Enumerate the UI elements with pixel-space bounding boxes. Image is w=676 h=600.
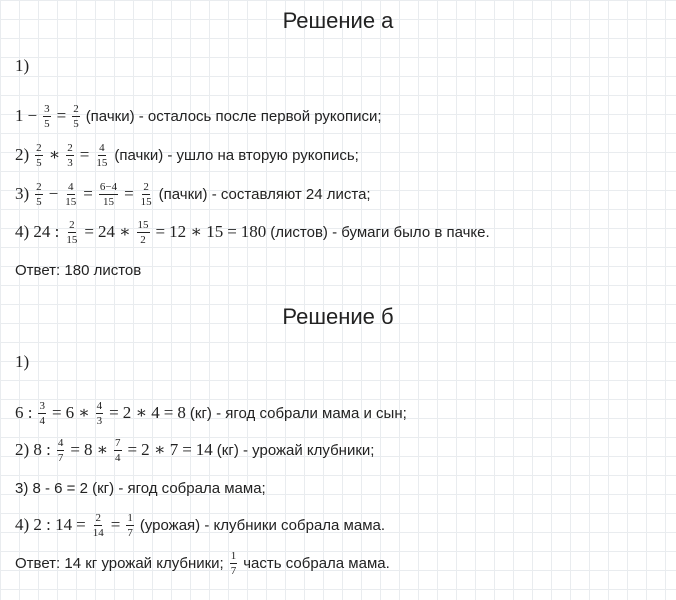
- solution-a-line-2: 2) $\frac{2}{5}$ ∗ $\frac{2}{3}$ = $\frac{4}{15}$ (пачки) - ушло на вторую рукопись;: [15, 141, 359, 169]
- solution-b-line-4: 4) 2 : 14 = $\frac{2}{14}$ = $\frac{1}{7}$ (урожая) - клубники собрала мама.: [15, 511, 386, 539]
- solution-b-title: Решение б: [282, 304, 394, 329]
- fraction: $\frac{4}{7}$: [57, 436, 64, 464]
- fraction: $\frac{4}{15}$: [96, 141, 108, 169]
- solution-b-line-3: 3) 8 - 6 = 2 (кг) - ягод собрала мама;: [15, 479, 266, 497]
- fraction: $\frac{2}{15}$: [140, 180, 152, 208]
- solution-b-step-label: 1): [15, 352, 30, 371]
- solution-a-line-3: 3) $\frac{2}{5}$ − $\frac{4}{15}$ = $\frac{6-4}{15}$ = $\frac{2}{15}$ (пачки) - составляют 24 листа;: [15, 180, 371, 208]
- fraction: $\frac{3}{5}$: [44, 102, 50, 130]
- fraction: $\frac{4}{3}$: [96, 399, 103, 427]
- solution-b-line-2: 2) 8 : $\frac{4}{7}$ = 8 ∗ $\frac{7}{4}$ = 2 ∗ 7 = 14 (кг) - урожай клубники;: [15, 436, 375, 464]
- fraction: $\frac{6-4}{15}$: [99, 180, 118, 208]
- solution-a-title: Решение а: [282, 8, 394, 33]
- solution-a-answer: Ответ: 180 листов: [15, 261, 142, 279]
- fraction: $\frac{7}{4}$: [115, 436, 121, 464]
- fraction: $\frac{2}{5}$: [73, 102, 79, 130]
- fraction: $\frac{2}{15}$: [66, 218, 78, 246]
- fraction: $\frac{3}{4}$: [39, 399, 45, 427]
- fraction: $\frac{2}{14}$: [92, 511, 104, 539]
- fraction: $\frac{4}{15}$: [65, 180, 77, 208]
- fraction: $\frac{1}{7}$: [127, 511, 133, 539]
- solution-a-line-1: 1 − $\frac{3}{5}$ = $\frac{2}{5}$ (пачки) - осталось после первой рукописи;: [15, 102, 382, 130]
- fraction: $\frac{2}{5}$: [36, 141, 42, 169]
- fraction: $\frac{15}{2}$: [137, 218, 149, 246]
- solution-b-answer: Ответ: 14 кг урожай клубники; $\frac{1}{7}$ часть собрала мама.: [15, 549, 390, 577]
- solution-b-line-1: 6 : $\frac{3}{4}$ = 6 ∗ $\frac{4}{3}$ = 2 ∗ 4 = 8 (кг) - ягод собрали мама и сын;: [15, 399, 407, 427]
- solution-a-line-4: 4) 24 : $\frac{2}{15}$ = 24 ∗ $\frac{15}{2}$ = 12 ∗ 15 = 180 (листов) - бумаги было в пачке.: [15, 218, 490, 246]
- fraction: $\frac{1}{7}$: [230, 549, 237, 577]
- solution-a-step-label: 1): [15, 56, 30, 75]
- fraction: $\frac{2}{3}$: [67, 141, 73, 169]
- fraction: $\frac{2}{5}$: [36, 180, 42, 208]
